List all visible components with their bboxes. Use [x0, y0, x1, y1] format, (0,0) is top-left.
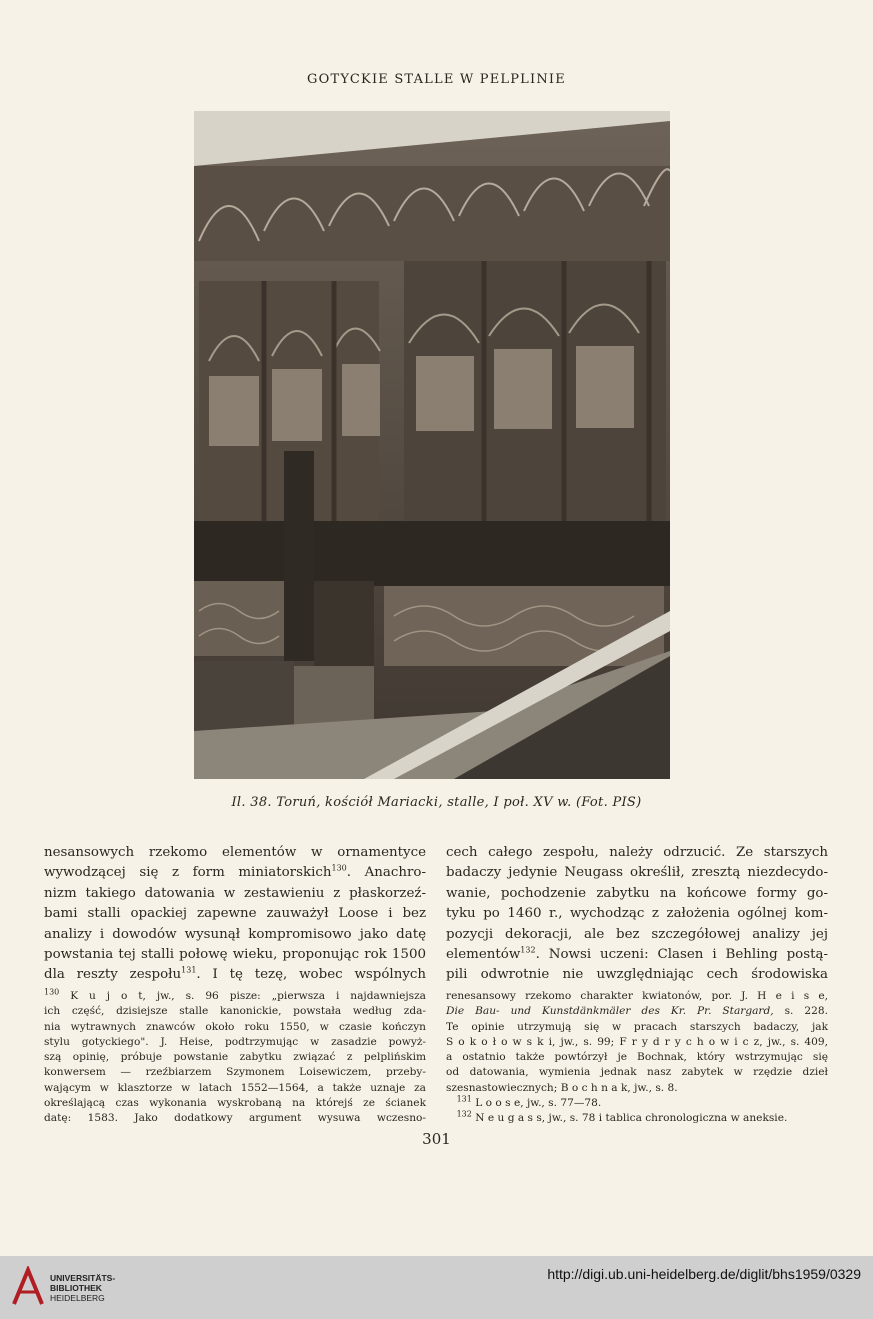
- body-line: pili odwrotnie nie uwzględniając cech środowiska: [446, 967, 828, 983]
- footnote-line: a ostatnio także powtórzył je Bochnak, który wstrzymując się: [446, 1051, 828, 1064]
- footnote-line: określającą czas wykonania wyskrobaną na którejś ze ścianek: [44, 1097, 426, 1110]
- body-line: wanie, pochodzenie zabytku na końcowe formy go-: [446, 885, 828, 901]
- body-column-right: [446, 843, 828, 986]
- footnote-line: stylu gotyckiego". J. Heise, podtrzymując w zasadzie powyż-: [44, 1035, 426, 1048]
- body-line: badaczy jedynie Neugass określił, zresztą niezdecydo-: [446, 865, 828, 881]
- footnote-ref[interactable]: 132: [520, 945, 536, 955]
- choir-stalls-photograph: [194, 111, 670, 779]
- footnote-line: od datowania, wymienia jednak nasz zabytek w rzędzie dzieł: [446, 1066, 828, 1079]
- footnote-line: $^{131}$ L o o s e, jw., s. 77—78.: [456, 1094, 602, 1110]
- footnote-line: wającym w klasztorze w latach 1552—1564, a także uznaje za: [44, 1081, 426, 1094]
- footnote-line: konwersem — rzeźbiarzem Szymonem Loisewiczem, przeby-: [44, 1066, 426, 1079]
- university-library-logo-icon[interactable]: [10, 1266, 46, 1308]
- body-line: tyku po 1460 r., wychodząc z założenia ogólnej kom-: [446, 906, 828, 922]
- library-name: UNIVERSITÄTS- BIBLIOTHEK HEIDELBERG: [50, 1273, 116, 1303]
- running-head: GOTYCKIE STALLE W PELPLINIE: [307, 72, 566, 87]
- footnote-line: renesansowy rzekomo charakter kwiatonów, por. J. H e i s e,: [446, 990, 828, 1002]
- body-line: analizy i dowodów wysunął kompromisowo jako datę: [44, 926, 426, 942]
- footnote-line: $^{130}$ K u j o t, jw., s. 96 pisze: „pierwsza i najdawniejsza: [44, 987, 426, 1002]
- footnote-line: nia wytrawnych znawców około roku 1550, w czasie kończyn: [44, 1020, 426, 1033]
- footnote-number: 131: [456, 1094, 472, 1104]
- footnote-line: Te opinie utrzymują się w pracach starszych badaczy, jak: [446, 1020, 828, 1033]
- footnote-line: S o k o ł o w s k i, jw., s. 99; F r y d r y c h o w i c z, jw., s. 409,: [446, 1035, 829, 1048]
- source-url-link[interactable]: http://digi.ub.uni-heidelberg.de/diglit/bhs1959/0329: [547, 1266, 861, 1282]
- footnote-number: 132: [456, 1109, 472, 1119]
- body-line: nizm takiego datowania w zestawieniu z płaskorzeź-: [44, 885, 426, 901]
- body-line: wywodzącej się z form miniatorskich$^{130}$. Anachro-: [44, 863, 427, 881]
- body-column-left: [44, 843, 426, 986]
- body-line: powstania tej stalli połowę wieku, proponując rok 1500: [44, 947, 426, 963]
- footnote-ref[interactable]: 131: [181, 965, 197, 975]
- footnote-line: szesnastowiecznych; B o c h n a k, jw., s. 8.: [446, 1081, 678, 1094]
- footnotes-right: [446, 989, 828, 1127]
- body-line: dla reszty zespołu$^{131}$. I tę tezę, wobec wspólnych: [44, 965, 427, 983]
- footnote-line: Die Bau- und Kunstdänkmäler des Kr. Pr. Stargard, s. 228.: [446, 1005, 828, 1018]
- body-line: pozycji dekoracji, ale bez szczegółowej analizy jej: [446, 926, 828, 942]
- body-line: bami stalli opackiej zapewne zauważył Loose i bez: [44, 906, 426, 922]
- photo-illustration: [194, 111, 670, 779]
- body-line: elementów$^{132}$. Nowsi uczeni: Clasen i Behling postą-: [446, 945, 828, 963]
- page-number: 301: [422, 1130, 451, 1148]
- footnote-line: ich część, dzisiejsze stalle kanonickie, powstała według zda-: [44, 1005, 426, 1018]
- figure-caption: Il. 38. Toruń, kościół Mariacki, stalle, I poł. XV w. (Fot. PIS): [231, 795, 642, 810]
- footnotes-left: [44, 989, 426, 1127]
- footnote-line: $^{132}$ N e u g a s s, jw., s. 78 i tablica chronologiczna w aneksie.: [456, 1109, 788, 1125]
- body-line: cech całego zespołu, należy odrzucić. Ze starszych: [446, 845, 828, 860]
- footnote-line: datę: 1583. Jako dodatkowy argument wysuwa wczesno-: [44, 1112, 426, 1125]
- footnote-number: 130: [44, 987, 60, 997]
- footnote-ref[interactable]: 130: [331, 863, 347, 873]
- library-footer: [0, 1256, 873, 1319]
- footnote-line: szą opinię, próbuje powstanie zabytku związać z pelplińskim: [44, 1051, 426, 1064]
- body-line: nesansowych rzekomo elementów w ornamentyce: [44, 845, 426, 860]
